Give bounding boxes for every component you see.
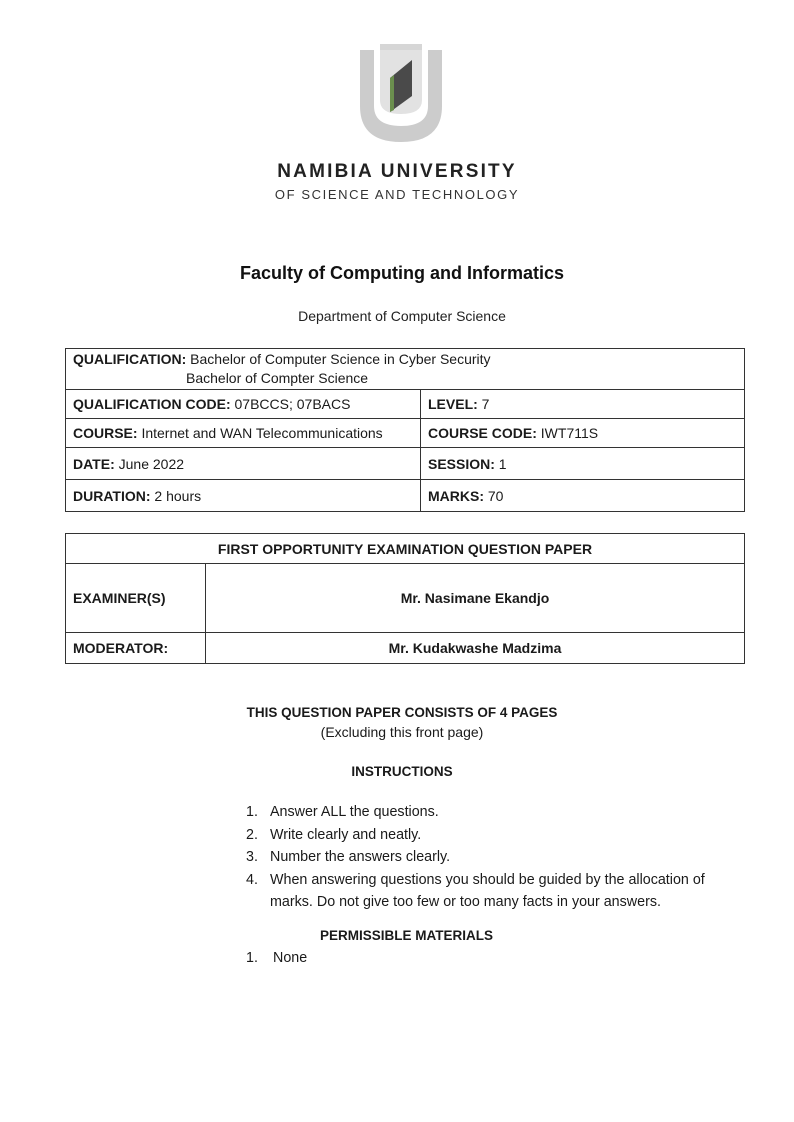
exam-title-row — [66, 534, 745, 564]
duration-cell — [66, 480, 421, 512]
qualification-code-cell — [66, 390, 421, 419]
list-item — [246, 869, 716, 914]
qualification-value-2: Bachelor of Compter Science — [186, 370, 369, 386]
examiner-value: Mr. Nasimane Ekandjo — [206, 564, 745, 633]
list-item-text: None — [273, 950, 308, 966]
qualification-row — [66, 349, 745, 390]
list-item-number: 2. — [246, 826, 258, 843]
duration-label: DURATION: — [73, 487, 151, 504]
course-code-value: IWT711S — [540, 425, 599, 441]
qualification-cell — [66, 349, 745, 390]
course-code-label: COURSE CODE: — [428, 425, 537, 441]
exam-title: FIRST OPPORTUNITY EXAMINATION QUESTION PAPER — [66, 534, 745, 564]
date-row — [66, 448, 745, 480]
list-item-number: 3. — [246, 849, 258, 865]
session-cell — [421, 448, 745, 480]
level-cell — [421, 390, 745, 419]
marks-label: MARKS: — [428, 487, 484, 504]
examiner-label: EXAMINER(S) — [66, 564, 206, 633]
list-item-text: When answering questions you should be guided by the allocation of marks. Do not give too few or too many facts in your answers. — [270, 871, 705, 910]
course-code-cell — [421, 419, 745, 448]
moderator-row — [66, 633, 745, 664]
course-row — [66, 419, 745, 448]
qualification-value: Bachelor of Computer Science in Cyber Security — [190, 351, 491, 367]
pages-note: THIS QUESTION PAPER CONSISTS OF 4 PAGES — [246, 705, 558, 720]
moderator-value: Mr. Kudakwashe Madzima — [206, 633, 745, 664]
course-cell — [66, 419, 421, 448]
qualification-label: QUALIFICATION: — [73, 351, 187, 367]
permissible-list — [246, 947, 307, 969]
level-label: LEVEL: — [428, 396, 478, 412]
list-item-text: Answer ALL the questions. — [270, 804, 439, 820]
faculty-title: Faculty of Computing and Informatics — [239, 263, 564, 283]
qualification-code-label: QUALIFICATION CODE: — [73, 396, 231, 412]
examiner-table — [65, 533, 745, 664]
marks-cell — [421, 480, 745, 512]
nust-shield-logo-icon — [356, 44, 446, 146]
pages-note-sub: (Excluding this front page) — [320, 724, 484, 740]
date-value: June 2022 — [118, 455, 185, 472]
list-item-text: Number the answers clearly. — [270, 849, 451, 865]
department-title: Department of Computer Science — [298, 308, 506, 324]
qualification-code-value: 07BCCS; 07BACS — [234, 396, 351, 412]
list-item — [246, 846, 716, 869]
duration-value: 2 hours — [154, 487, 202, 504]
exam-details-table — [65, 348, 745, 512]
moderator-label: MODERATOR: — [66, 633, 206, 664]
instructions-heading: INSTRUCTIONS — [351, 764, 453, 779]
instructions-list — [246, 801, 716, 914]
list-item-number: 4. — [246, 871, 258, 888]
university-name: NAMIBIA UNIVERSITY — [277, 161, 517, 182]
duration-row — [66, 480, 745, 512]
marks-value: 70 — [487, 487, 504, 504]
level-value: 7 — [481, 396, 490, 412]
university-subtitle: OF SCIENCE AND TECHNOLOGY — [274, 187, 520, 202]
list-item — [246, 801, 716, 824]
session-value: 1 — [498, 455, 507, 472]
list-item-text: Write clearly and neatly. — [270, 826, 422, 843]
course-label: COURSE: — [73, 425, 138, 441]
list-item-number: 1. — [246, 804, 258, 820]
date-cell — [66, 448, 421, 480]
qualification-code-row — [66, 390, 745, 419]
permissible-heading: PERMISSIBLE MATERIALS — [320, 928, 494, 943]
examiner-row — [66, 564, 745, 633]
date-label: DATE: — [73, 455, 115, 472]
list-item — [246, 824, 716, 847]
session-label: SESSION: — [428, 455, 495, 472]
list-item-number: 1. — [246, 950, 258, 966]
course-value: Internet and WAN Telecommunications — [141, 425, 383, 441]
